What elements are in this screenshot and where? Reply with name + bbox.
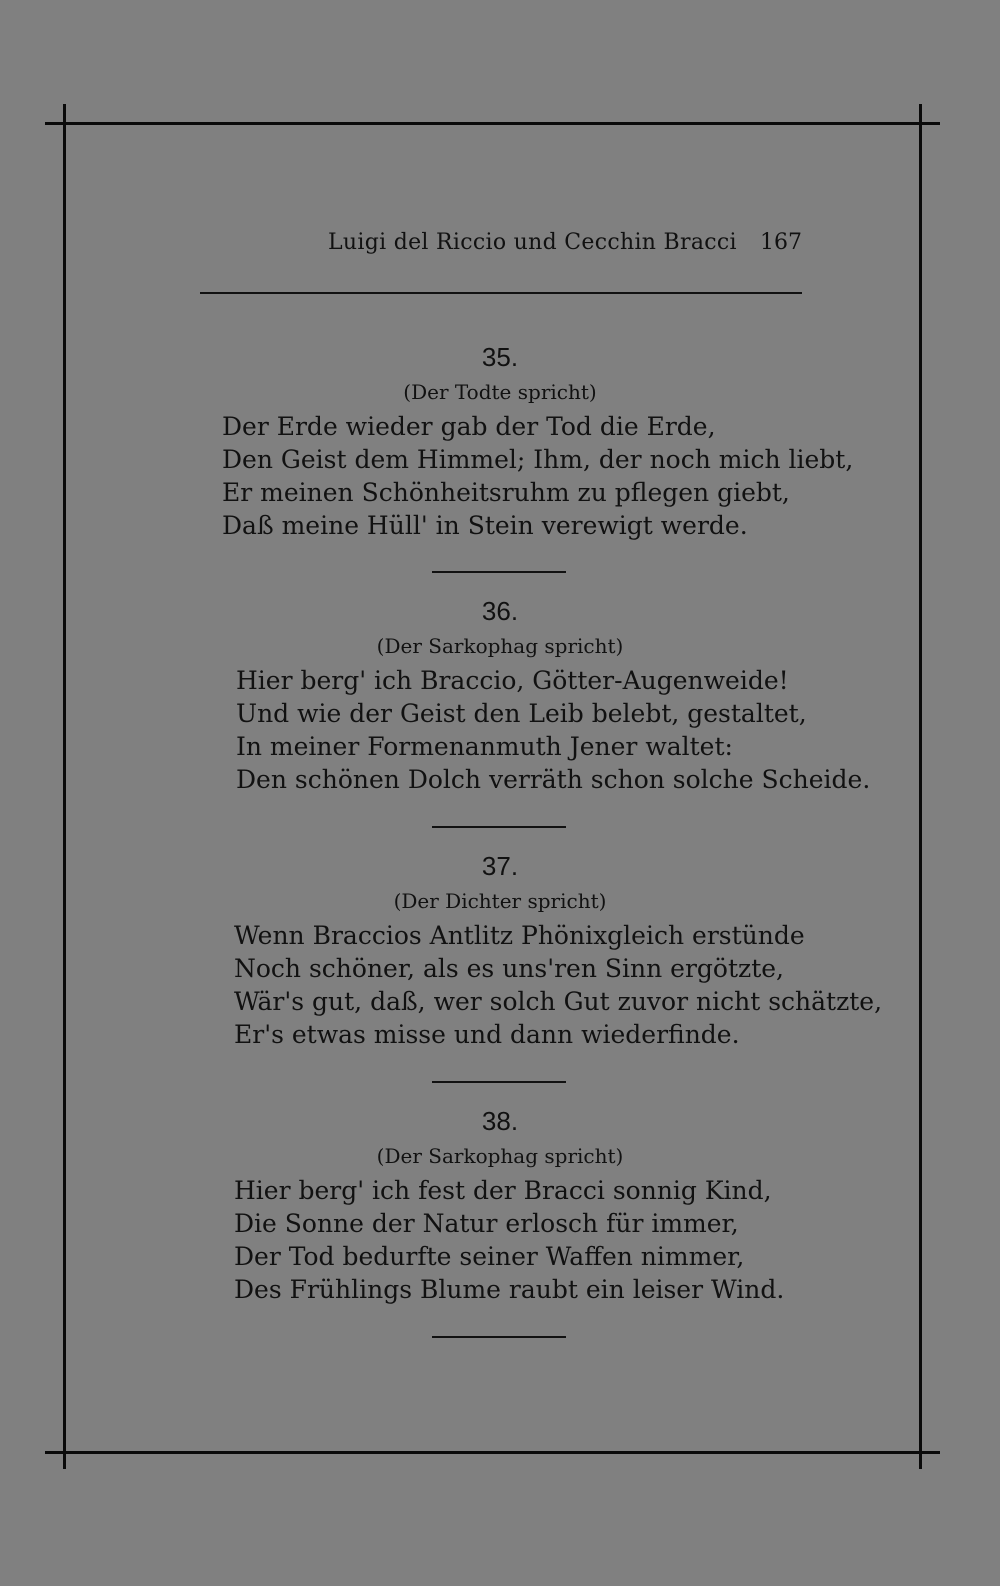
poem-35 — [150, 340, 854, 542]
section-divider — [432, 1336, 566, 1338]
poem-38 — [150, 1104, 850, 1306]
poem-number: 37. — [481, 851, 519, 881]
poem-line: Hier berg' ich fest der Bracci sonnig Kind, — [234, 1176, 772, 1205]
poem-line: Er meinen Schönheitsruhm zu pflegen giebt, — [222, 478, 790, 507]
poem-line: Und wie der Geist den Leib belebt, gestaltet, — [236, 699, 807, 728]
poem-line: Den schönen Dolch verräth schon solche Scheide. — [236, 765, 871, 794]
poem-line: Daß meine Hüll' in Stein verewigt werde. — [222, 511, 748, 540]
poem-number: 36. — [481, 596, 519, 626]
section-divider — [432, 1081, 566, 1083]
poem-speaker: (Der Dichter spricht) — [393, 889, 607, 913]
poem-line: Der Erde wieder gab der Tod die Erde, — [222, 412, 716, 441]
poem-line: Noch schöner, als es uns'ren Sinn ergötzte, — [234, 954, 784, 983]
poem-line: Die Sonne der Natur erlosch für immer, — [234, 1209, 739, 1238]
poem-line: Wär's gut, daß, wer solch Gut zuvor nicht schätzte, — [234, 987, 883, 1016]
poem-line: Wenn Braccios Antlitz Phönixgleich erstünde — [234, 921, 805, 950]
poem-37 — [150, 849, 883, 1051]
poem-line: Des Frühlings Blume raubt ein leiser Wind. — [234, 1275, 785, 1304]
poem-speaker: (Der Sarkophag spricht) — [376, 1144, 624, 1168]
frame-right-rule — [919, 104, 922, 1469]
frame-left-rule — [63, 104, 66, 1469]
frame-top-rule — [45, 122, 940, 125]
section-divider — [432, 571, 566, 573]
poem-line: Der Tod bedurfte seiner Waffen nimmer, — [234, 1242, 745, 1271]
poem-line: Hier berg' ich Braccio, Götter-Augenweide! — [236, 666, 789, 695]
poem-line: In meiner Formenanmuth Jener waltet: — [236, 732, 733, 761]
poem-number: 38. — [481, 1106, 519, 1136]
frame-bottom-rule — [45, 1451, 940, 1454]
poem-line: Er's etwas misse und dann wiederfinde. — [234, 1020, 740, 1049]
page-number: 167 — [760, 230, 802, 255]
poem-line: Den Geist dem Himmel; Ihm, der noch mich liebt, — [222, 445, 854, 474]
poem-speaker: (Der Sarkophag spricht) — [376, 634, 624, 658]
section-divider — [432, 826, 566, 828]
running-header — [200, 230, 802, 264]
poem-number: 35. — [481, 342, 519, 372]
poem-speaker: (Der Todte spricht) — [403, 380, 597, 404]
running-title: Luigi del Riccio und Cecchin Bracci — [328, 230, 737, 255]
header-rule — [200, 292, 802, 294]
poem-36 — [150, 594, 871, 796]
